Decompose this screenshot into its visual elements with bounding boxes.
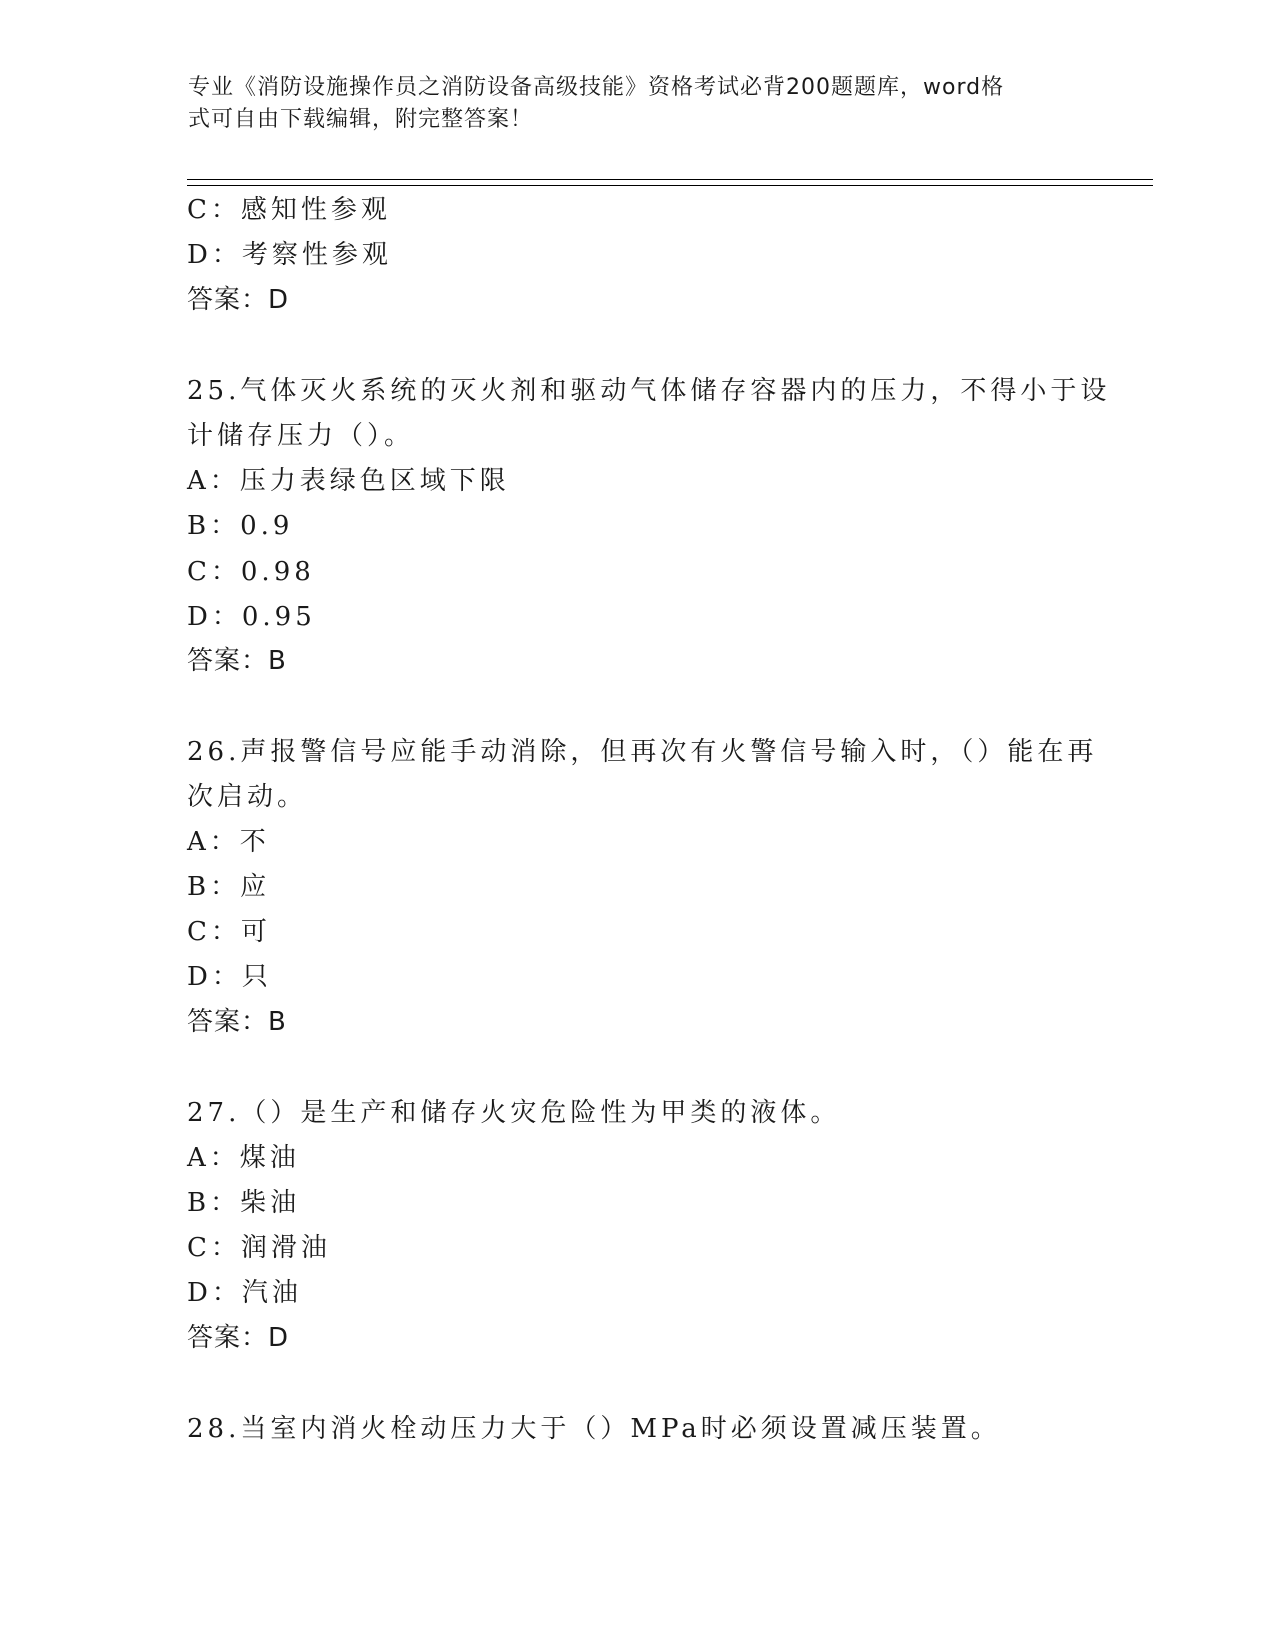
header-divider-top — [187, 179, 1153, 180]
q28-stem-line-1: 28.当室内消火栓动压力大于（）MPa时必须设置减压装置。 — [187, 1414, 1001, 1444]
q25-option-b: B：0.9 — [187, 511, 294, 541]
q27-option-c: C：润滑油 — [187, 1233, 331, 1263]
q27-stem-line-1: 27.（）是生产和储存火灾危险性为甲类的液体。 — [187, 1098, 841, 1128]
header-divider-bottom — [187, 185, 1153, 186]
q25-stem-line-2: 计储存压力（）。 — [187, 421, 415, 451]
q26-option-d: D：只 — [187, 962, 272, 992]
q26-answer: 答案：B — [187, 1007, 287, 1037]
q25-option-a: A：压力表绿色区域下限 — [187, 466, 510, 496]
q24-answer: 答案：D — [187, 285, 290, 315]
q26-stem-line-1: 26.声报警信号应能手动消除，但再次有火警信号输入时，（）能在再 — [187, 737, 1098, 767]
header-line-2: 式可自由下载编辑，附完整答案！ — [188, 107, 534, 132]
q26-stem-line-2: 次启动。 — [187, 782, 308, 812]
q24-option-d: D：考察性参观 — [187, 240, 392, 270]
q25-stem-line-1: 25.气体灭火系统的灭火剂和驱动气体储存容器内的压力，不得小于设 — [187, 376, 1111, 406]
q27-option-d: D：汽油 — [187, 1278, 302, 1308]
q25-answer: 答案：B — [187, 646, 287, 676]
q26-option-c: C：可 — [187, 917, 271, 947]
q26-option-a: A：不 — [187, 827, 270, 857]
document-header — [188, 72, 1088, 136]
q26-option-b: B：应 — [187, 872, 271, 902]
q24-option-c: C：感知性参观 — [187, 195, 391, 225]
q27-option-a: A：煤油 — [187, 1143, 300, 1173]
q25-option-c: C：0.98 — [187, 557, 315, 587]
q25-option-d: D：0.95 — [187, 602, 316, 632]
header-line-1: 专业《消防设施操作员之消防设备高级技能》资格考试必背200题题库，word格 — [188, 75, 1005, 100]
q27-option-b: B：柴油 — [187, 1188, 301, 1218]
q27-answer: 答案：D — [187, 1323, 290, 1353]
